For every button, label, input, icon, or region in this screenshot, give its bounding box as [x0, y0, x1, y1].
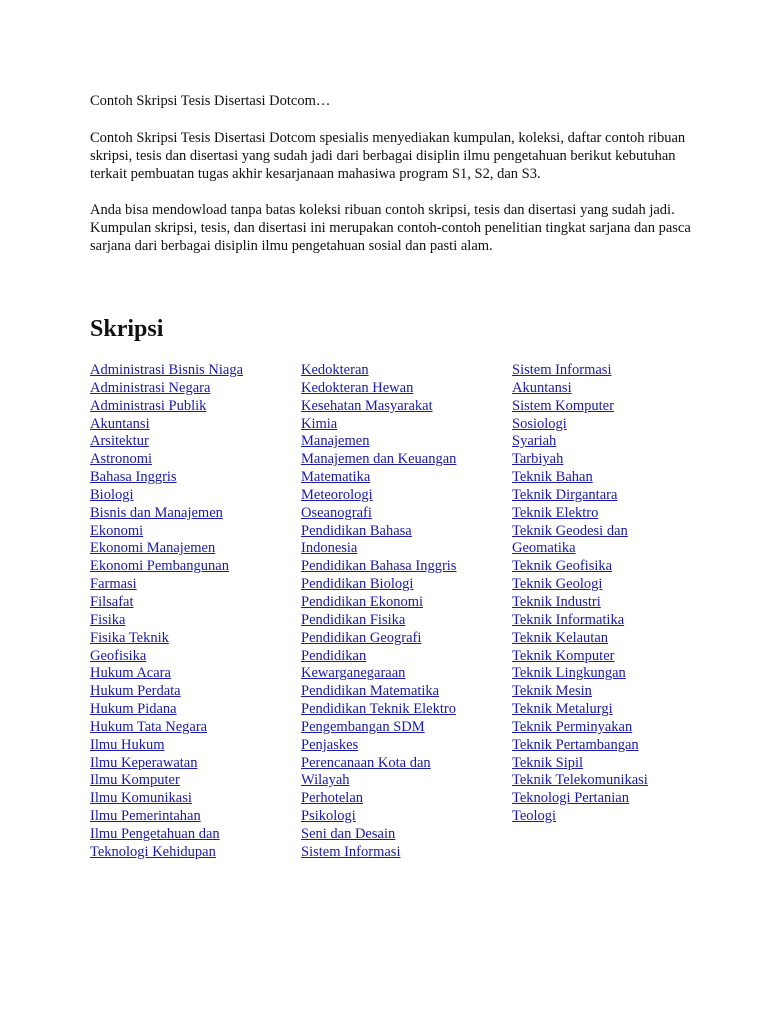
download-paragraph: Anda bisa mendowload tanpa batas koleksi ribuan contoh skripsi, tesis dan disertasi yang sudah jadi. Kumpulan skripsi, tesis, dan disertasi ini merupakan contoh-contoh penelitian tingkat sarjana dan pasca sarjana dari berbagai disiplin ilmu pengetahuan sosial dan pasti alam. — [90, 202, 691, 254]
skripsi-link[interactable]: Syariah — [512, 433, 557, 450]
list-item — [301, 558, 506, 576]
list-item — [512, 648, 712, 666]
skripsi-link[interactable]: Teknik Geofisika — [512, 558, 613, 575]
skripsi-link[interactable]: Ilmu Keperawatan — [90, 754, 198, 771]
skripsi-link[interactable]: Teknik Informatika — [512, 611, 625, 628]
list-item — [90, 416, 295, 434]
skripsi-link[interactable]: Sosiologi — [512, 415, 567, 432]
skripsi-link[interactable]: Hukum Acara — [90, 665, 171, 682]
skripsi-link[interactable]: Akuntansi — [512, 379, 572, 396]
list-item — [301, 701, 506, 719]
list-item — [512, 433, 712, 451]
skripsi-link[interactable]: Administrasi Negara — [90, 379, 211, 396]
list-item — [90, 844, 295, 862]
list-item — [301, 433, 506, 451]
skripsi-link[interactable]: Teknik Pertambangan — [512, 736, 639, 753]
list-item — [512, 808, 712, 826]
skripsi-link[interactable]: Pendidikan Bahasa — [301, 522, 412, 539]
list-item — [512, 772, 712, 790]
skripsi-link[interactable]: Teknik Perminyakan — [512, 718, 633, 735]
list-item — [90, 469, 295, 487]
list-item — [512, 594, 712, 612]
skripsi-link[interactable]: Teknik Geologi — [512, 576, 603, 593]
skripsi-column-1 — [90, 362, 295, 862]
list-item — [301, 737, 506, 755]
skripsi-link[interactable]: Hukum Perdata — [90, 683, 181, 700]
skripsi-link[interactable]: Akuntansi — [90, 415, 150, 432]
skripsi-link[interactable]: Pendidikan Teknik Elektro — [301, 701, 456, 718]
list-item — [90, 630, 295, 648]
skripsi-link[interactable]: Teknik Industri — [512, 593, 601, 610]
list-item — [512, 701, 712, 719]
list-item — [512, 380, 712, 398]
list-item — [301, 665, 506, 683]
skripsi-link[interactable]: Indonesia — [301, 540, 358, 557]
list-item — [90, 683, 295, 701]
skripsi-link[interactable]: Perhotelan — [301, 790, 364, 807]
skripsi-link[interactable]: Geomatika — [512, 540, 576, 557]
skripsi-link[interactable]: Fisika Teknik — [90, 629, 169, 646]
skripsi-link[interactable]: Kimia — [301, 415, 338, 432]
list-item — [512, 451, 712, 469]
list-item — [512, 683, 712, 701]
list-item — [301, 594, 506, 612]
skripsi-link[interactable]: Pendidikan Geografi — [301, 629, 422, 646]
list-item — [512, 665, 712, 683]
list-item — [90, 505, 295, 523]
skripsi-link[interactable]: Teknik Mesin — [512, 683, 592, 700]
list-item — [512, 576, 712, 594]
list-item — [512, 469, 712, 487]
skripsi-link[interactable]: Teknik Kelautan — [512, 629, 609, 646]
list-item — [301, 844, 506, 862]
skripsi-link[interactable]: Pengembangan SDM — [301, 718, 425, 735]
skripsi-link[interactable]: Ilmu Komputer — [90, 772, 180, 789]
list-item — [90, 451, 295, 469]
skripsi-link[interactable]: Pendidikan Bahasa Inggris — [301, 558, 457, 575]
skripsi-link[interactable]: Ekonomi — [90, 522, 144, 539]
skripsi-link[interactable]: Ilmu Komunikasi — [90, 790, 192, 807]
list-item — [90, 398, 295, 416]
list-item — [301, 362, 506, 380]
skripsi-link[interactable]: Pendidikan — [301, 647, 367, 664]
list-item — [90, 648, 295, 666]
skripsi-link[interactable]: Filsafat — [90, 593, 134, 610]
skripsi-link[interactable]: Sistem Informasi — [301, 843, 401, 860]
skripsi-link[interactable]: Teknik Metalurgi — [512, 701, 613, 718]
list-item — [301, 612, 506, 630]
list-item — [301, 540, 506, 558]
list-item — [512, 737, 712, 755]
skripsi-link[interactable]: Sistem Informasi — [512, 362, 612, 378]
skripsi-link[interactable]: Pendidikan Fisika — [301, 611, 406, 628]
skripsi-link[interactable]: Matematika — [301, 469, 371, 486]
skripsi-link[interactable]: Geofisika — [90, 647, 147, 664]
list-item — [512, 612, 712, 630]
list-item — [90, 380, 295, 398]
document-title: Contoh Skripsi Tesis Disertasi Dotcom… — [90, 93, 331, 109]
list-item — [512, 540, 712, 558]
list-item — [512, 630, 712, 648]
skripsi-column-3 — [512, 362, 712, 826]
list-item — [301, 808, 506, 826]
skripsi-link[interactable]: Penjaskes — [301, 736, 359, 753]
skripsi-link[interactable]: Ilmu Hukum — [90, 736, 165, 753]
skripsi-link[interactable]: Teologi — [512, 808, 557, 825]
list-item — [90, 523, 295, 541]
skripsi-link[interactable]: Ekonomi Manajemen — [90, 540, 216, 557]
skripsi-link[interactable]: Teknik Komputer — [512, 647, 615, 664]
skripsi-link[interactable]: Farmasi — [90, 576, 137, 593]
list-item — [90, 433, 295, 451]
list-item — [301, 790, 506, 808]
list-item — [90, 576, 295, 594]
list-item — [512, 755, 712, 773]
skripsi-link[interactable]: Teknik Sipil — [512, 754, 584, 771]
skripsi-link[interactable]: Pendidikan Matematika — [301, 683, 440, 700]
list-item — [301, 505, 506, 523]
skripsi-link[interactable]: Kesehatan Masyarakat — [301, 397, 433, 414]
skripsi-link[interactable]: Kedokteran Hewan — [301, 379, 414, 396]
list-item — [301, 648, 506, 666]
list-item — [90, 665, 295, 683]
list-item — [90, 772, 295, 790]
list-item — [90, 719, 295, 737]
skripsi-link[interactable]: Kedokteran — [301, 362, 369, 378]
list-item — [512, 398, 712, 416]
list-item — [90, 701, 295, 719]
skripsi-link[interactable]: Ilmu Pemerintahan — [90, 808, 201, 825]
list-item — [90, 540, 295, 558]
skripsi-link[interactable]: Arsitektur — [90, 433, 149, 450]
intro-paragraph: Contoh Skripsi Tesis Disertasi Dotcom spesialis menyediakan kumpulan, koleksi, daftar contoh ribuan skripsi, tesis dan disertasi yang sudah jadi dari berbagai disiplin ilmu pengetahuan berikut kebutuhan terkait pembuatan tugas akhir kesarjanaan mahasiwa program S1, S2, dan S3. — [90, 130, 686, 182]
list-item — [512, 719, 712, 737]
list-item — [301, 398, 506, 416]
skripsi-link[interactable]: Tarbiyah — [512, 451, 564, 468]
skripsi-link[interactable]: Teknologi Kehidupan — [90, 843, 216, 860]
skripsi-link[interactable]: Teknik Lingkungan — [512, 665, 626, 682]
skripsi-link[interactable]: Administrasi Publik — [90, 397, 207, 414]
skripsi-link[interactable]: Teknologi Pertanian — [512, 790, 629, 807]
skripsi-link[interactable]: Wilayah — [301, 772, 350, 789]
skripsi-link[interactable]: Teknik Elektro — [512, 504, 599, 521]
list-item — [301, 826, 506, 844]
list-item — [90, 594, 295, 612]
skripsi-link[interactable]: Manajemen — [301, 433, 370, 450]
list-item — [301, 523, 506, 541]
list-item — [90, 558, 295, 576]
skripsi-link[interactable]: Kewarganegaraan — [301, 665, 406, 682]
list-item — [512, 523, 712, 541]
skripsi-link[interactable]: Bahasa Inggris — [90, 469, 177, 486]
list-item — [512, 416, 712, 434]
list-item — [512, 790, 712, 808]
skripsi-link[interactable]: Psikologi — [301, 808, 356, 825]
skripsi-link[interactable]: Astronomi — [90, 451, 153, 468]
skripsi-heading: Skripsi — [90, 316, 164, 342]
skripsi-link[interactable]: Teknik Geodesi dan — [512, 522, 628, 539]
skripsi-link[interactable]: Oseanografi — [301, 504, 372, 521]
list-item — [301, 576, 506, 594]
skripsi-link[interactable]: Hukum Tata Negara — [90, 718, 208, 735]
list-item — [512, 558, 712, 576]
list-item — [90, 487, 295, 505]
list-item — [90, 737, 295, 755]
list-item — [90, 755, 295, 773]
list-item — [90, 808, 295, 826]
list-item — [301, 755, 506, 773]
skripsi-link[interactable]: Fisika — [90, 611, 126, 628]
skripsi-link[interactable]: Manajemen dan Keuangan — [301, 451, 457, 468]
skripsi-link[interactable]: Ilmu Pengetahuan dan — [90, 825, 220, 842]
list-item — [301, 380, 506, 398]
list-item — [301, 487, 506, 505]
list-item — [301, 719, 506, 737]
list-item — [512, 487, 712, 505]
list-item — [301, 683, 506, 701]
skripsi-link[interactable]: Teknik Telekomunikasi — [512, 772, 648, 789]
skripsi-link[interactable]: Pendidikan Ekonomi — [301, 593, 424, 610]
skripsi-link[interactable]: Sistem Komputer — [512, 397, 614, 414]
list-item — [301, 416, 506, 434]
list-item — [90, 826, 295, 844]
skripsi-link[interactable]: Seni dan Desain — [301, 825, 396, 842]
list-item — [301, 630, 506, 648]
list-item — [90, 612, 295, 630]
skripsi-link[interactable]: Perencanaan Kota dan — [301, 754, 431, 771]
list-item — [512, 362, 712, 380]
skripsi-link[interactable]: Hukum Pidana — [90, 701, 177, 718]
list-item — [301, 772, 506, 790]
list-item — [90, 362, 295, 380]
skripsi-link[interactable]: Meteorologi — [301, 486, 373, 503]
skripsi-link[interactable]: Biologi — [90, 486, 134, 503]
list-item — [301, 451, 506, 469]
skripsi-link[interactable]: Ekonomi Pembangunan — [90, 558, 229, 575]
list-item — [512, 505, 712, 523]
skripsi-link[interactable]: Pendidikan Biologi — [301, 576, 414, 593]
list-item — [301, 469, 506, 487]
skripsi-link[interactable]: Administrasi Bisnis Niaga — [90, 362, 244, 378]
skripsi-link[interactable]: Bisnis dan Manajemen — [90, 504, 223, 521]
list-item — [90, 790, 295, 808]
skripsi-link[interactable]: Teknik Dirgantara — [512, 486, 618, 503]
skripsi-link[interactable]: Teknik Bahan — [512, 469, 593, 486]
skripsi-column-2 — [301, 362, 506, 862]
